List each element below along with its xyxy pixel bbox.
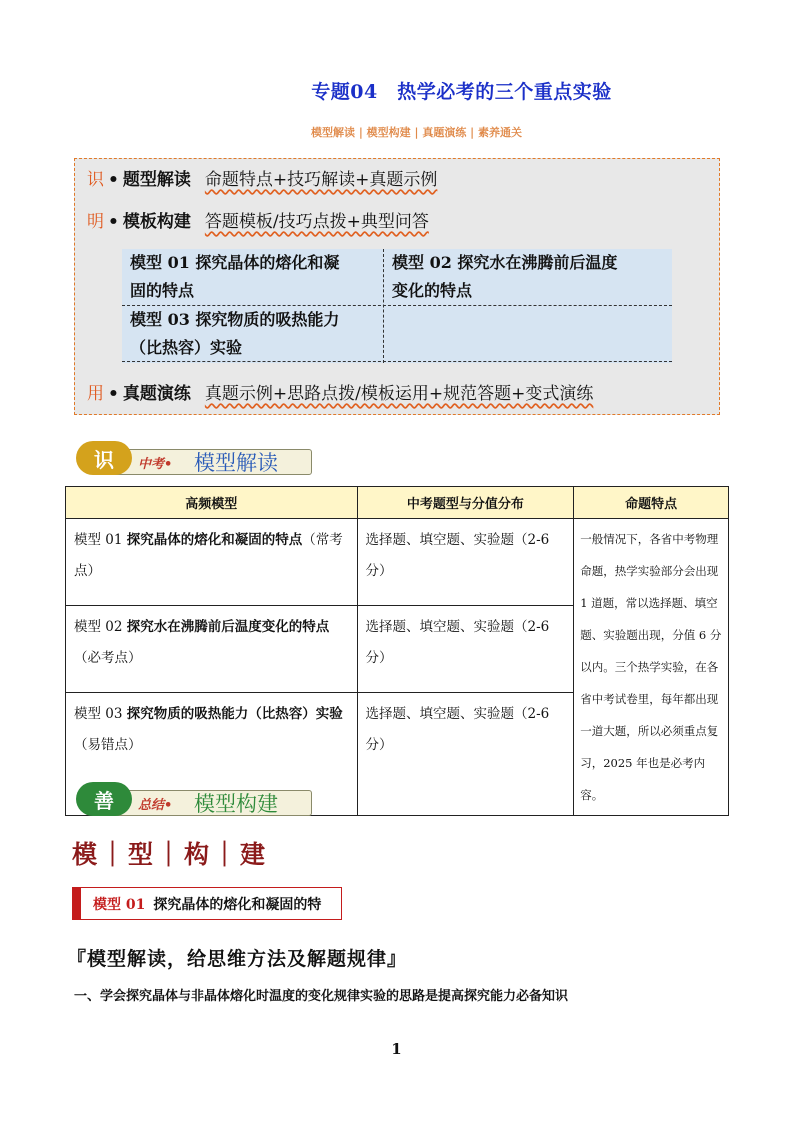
table-cell-model: 模型 02 探究水在沸腾前后温度变化的特点（必考点） (66, 606, 358, 693)
model-cell-line: （比热容）实验 (130, 338, 243, 357)
table-row (66, 519, 729, 606)
interpretation-heading: 『模型解读，给思维方法及解题规律』 (67, 948, 408, 970)
subheading-one: 一、学会探究晶体与非晶体熔化时温度的变化规律实验的思路是提高探究能力必备知识 (74, 989, 569, 1004)
guide-value: 命题特点+技巧解读+真题示例 (204, 170, 438, 190)
model-cell-line: 模型 02 探究水在沸腾前后温度 (392, 253, 618, 272)
table-cell-model: 模型 03 探究物质的吸热能力（比热容）实验（易错点） (66, 693, 358, 816)
guide-glyph: 识 (87, 170, 104, 190)
model-tag[interactable] (72, 887, 342, 920)
frequency-table (65, 486, 729, 816)
guide-key: 题型解读 (122, 170, 191, 190)
guide-box (74, 158, 720, 415)
banner-big-label: 模型构建 (194, 792, 278, 816)
banner-big-label: 模型解读 (194, 451, 278, 475)
model-cell-line: 模型 03 探究物质的吸热能力 (130, 310, 340, 329)
model-cell-line: 变化的特点 (392, 281, 473, 300)
banner-model-construction (76, 782, 312, 816)
guide-row-practice (87, 379, 593, 404)
guide-value: 答题模板/技巧点拨+典型问答 (204, 212, 429, 232)
model-grid (122, 249, 672, 363)
guide-dot: • (108, 384, 119, 404)
guide-value: 真题示例+思路点拨/模板运用+规范答题+变式演练 (204, 384, 594, 404)
model-tag-text: 探究晶体的熔化和凝固的特 (153, 896, 322, 913)
table-header: 中考题型与分值分布 (357, 487, 574, 519)
table-cell-distribution: 选择题、填空题、实验题（2-6 分） (357, 606, 574, 693)
page-subtitle: 模型解读 | 模型构建 | 真题演练 | 素养通关 (311, 126, 522, 139)
guide-dot: • (108, 170, 119, 190)
table-header-row (66, 487, 729, 519)
section-title: 模｜型｜构｜建 (72, 840, 269, 869)
guide-glyph: 用 (87, 384, 104, 404)
banner-badge-icon: 识 (76, 441, 132, 475)
guide-glyph: 明 (87, 212, 104, 232)
banner-small-label: 中考• (138, 457, 173, 472)
banner-model-interpretation (76, 441, 312, 475)
guide-dot: • (108, 212, 119, 232)
table-cell-distribution: 选择题、填空题、实验题（2-6 分） (357, 693, 574, 816)
page-title: 专题04 热学必考的三个重点实验 (311, 81, 612, 103)
model-tag-number: 模型 01 (93, 896, 146, 913)
model-cell-03[interactable] (122, 306, 383, 362)
banner-badge-icon: 善 (76, 782, 132, 816)
guide-row-interpret (87, 165, 437, 190)
guide-row-template (87, 207, 429, 232)
model-cell-01[interactable] (122, 249, 383, 305)
table-cell-feature: 一般情况下，各省中考物理命题，热学实验部分会出现 1 道题，常以选择题、填空题、实验题出现，分值 6 分以内。三个热学实验，在各省中考试卷里，每年都出现一道大题，所以必须重点复习，2025 年也是必考内容。 (574, 519, 729, 816)
model-cell-line: 模型 01 探究晶体的熔化和凝 (130, 253, 340, 272)
guide-key: 真题演练 (122, 384, 191, 404)
table-cell-distribution: 选择题、填空题、实验题（2-6 分） (357, 519, 574, 606)
model-cell-02[interactable] (384, 249, 672, 305)
model-cell-line: 固的特点 (130, 281, 195, 300)
guide-key: 模板构建 (122, 212, 191, 232)
table-header: 高频模型 (66, 487, 358, 519)
page-number: 1 (391, 1040, 402, 1058)
table-header: 命题特点 (574, 487, 729, 519)
table-cell-model: 模型 01 探究晶体的熔化和凝固的特点（常考点） (66, 519, 358, 606)
banner-small-label: 总结• (138, 798, 173, 813)
